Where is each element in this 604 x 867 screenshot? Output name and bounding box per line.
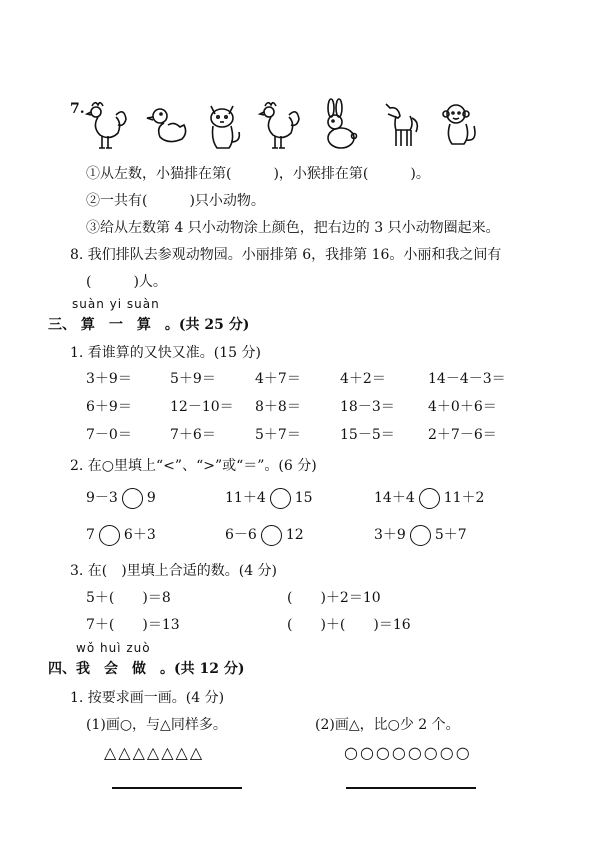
q8-line-1: 8. 我们排队去参观动物园。小丽排第 6，我排第 16。小丽和我之间有 [70,247,502,263]
sec4-title: 四、我 会 做 。(共 12 分) [48,661,245,677]
horse-icon [376,98,420,152]
calc-item: 5＋7＝ [255,427,301,443]
q8-line-2: ( )人。 [86,274,167,290]
compare-item [86,487,156,509]
compare-right: 12 [285,527,304,543]
rooster-icon [257,98,301,152]
fill-item: 7＋( )＝13 [86,617,180,633]
monkey-icon [438,98,482,152]
q7-line-1: ①从左数，小猫排在第( )，小猴排在第( )。 [86,166,430,182]
sec3-part3-title: 3. 在( )里填上合适的数。(4 分) [70,563,278,579]
calc-item: 15－5＝ [340,427,395,443]
calc-item: 2＋7－6＝ [428,427,497,443]
calc-item: 8＋8＝ [255,399,301,415]
calc-item: 4＋0＋6＝ [428,399,497,415]
compare-left: 6－6 [225,527,257,543]
compare-right: 15 [294,490,313,506]
sec3-title: 三、 算 一 算 。(共 25 分) [48,317,250,333]
answer-circle[interactable] [419,488,440,509]
compare-right: 11＋2 [443,490,485,506]
calc-item: 12－10＝ [170,399,234,415]
answer-circle[interactable] [270,488,291,509]
fill-item: ( )＋( )＝16 [287,617,411,633]
calc-item: 14－4－3＝ [428,371,506,387]
circle-row: ○○○○○○○○ [344,743,472,762]
sec3-part1-title: 1. 看谁算的又快又准。(15 分) [70,345,261,361]
compare-item [374,487,484,509]
compare-left: 7 [86,527,95,543]
calc-item: 7＋6＝ [170,427,216,443]
answer-line-right[interactable] [346,787,476,789]
q7-line-3: ③给从左数第 4 只小动物涂上颜色，把右边的 3 只小动物圈起来。 [86,220,500,236]
answer-line-left[interactable] [112,787,242,789]
triangle-row: △△△△△△△ [104,743,205,762]
answer-circle[interactable] [410,525,431,546]
question-7-number: 7. [70,101,85,117]
compare-right: 9 [146,490,156,506]
compare-item [86,524,156,546]
calc-item: 3＋9＝ [86,371,132,387]
rooster-icon [84,98,128,152]
compare-left: 3＋9 [374,527,406,543]
calc-item: 4＋7＝ [255,371,301,387]
left-task: (1)画○，与△同样多。 [86,717,227,733]
calc-item: 5＋9＝ [170,371,216,387]
answer-circle[interactable] [122,488,143,509]
compare-right: 5＋7 [434,527,467,543]
answer-circle[interactable] [261,525,282,546]
calc-item: 6＋9＝ [86,399,132,415]
fill-item: 5＋( )＝8 [86,590,171,606]
calc-item: 18－3＝ [340,399,395,415]
sec4-pinyin: wǒ huì zuò [76,641,151,655]
sec4-part1-title: 1. 按要求画一画。(4 分) [70,690,225,706]
calc-item: 4＋2＝ [340,371,386,387]
compare-item [374,524,467,546]
compare-right: 6＋3 [123,527,156,543]
compare-left: 9－3 [86,490,118,506]
compare-left: 11＋4 [225,490,266,506]
rabbit-icon [317,98,361,152]
calc-item: 7－0＝ [86,427,132,443]
fill-item: ( )＋2＝10 [287,590,381,606]
sec3-part2-title: 2. 在○里填上“<”、“>”或“＝”。(6 分) [70,458,317,474]
answer-circle[interactable] [99,525,120,546]
sec3-pinyin: suàn yi suàn [72,297,160,311]
compare-item [225,524,304,546]
q7-line-2: ②一共有( )只小动物。 [86,193,265,209]
compare-item [225,487,313,509]
compare-left: 14＋4 [374,490,415,506]
cat-icon [203,98,247,152]
right-task: (2)画△，比○少 2 个。 [315,717,460,733]
duck-icon [146,98,190,152]
